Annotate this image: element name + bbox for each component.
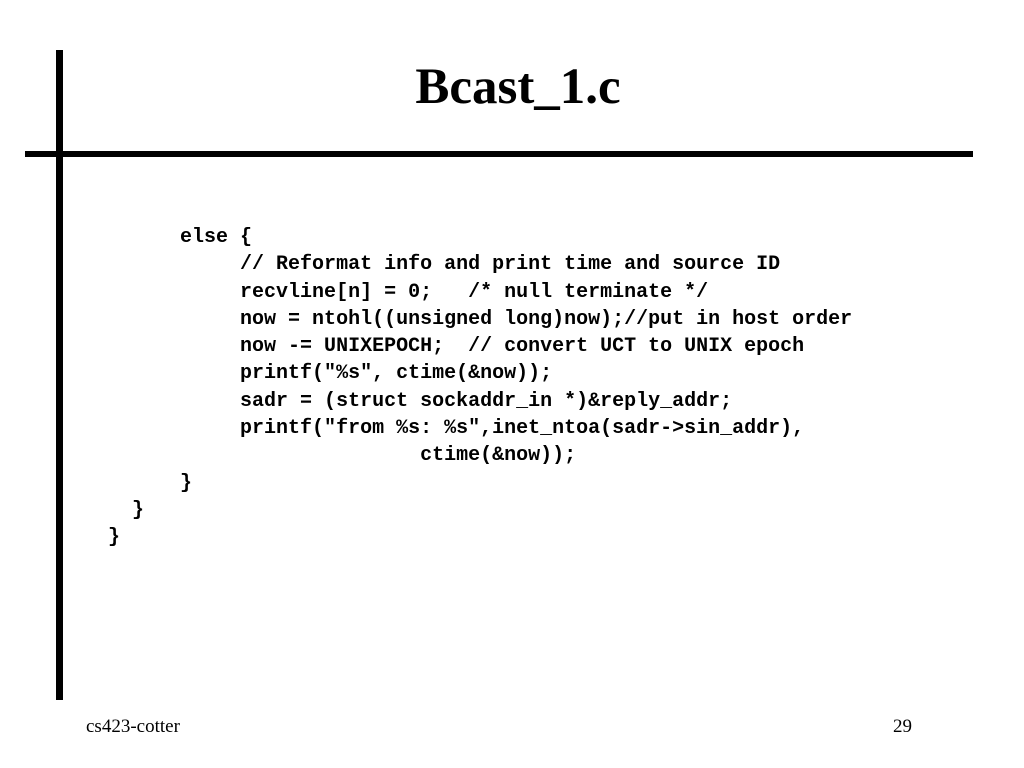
code-line-2: // Reformat info and print time and source ID (240, 253, 781, 277)
code-line-3: recvline[n] = 0; /* null terminate */ (240, 280, 709, 304)
code-line-4: now = ntohl((unsigned long)now);//put in host order (240, 307, 853, 331)
code-line-6: printf("%s", ctime(&now)); (240, 362, 553, 386)
code-line-1: else { (180, 226, 253, 249)
slide-title: Bcast_1.c (415, 59, 621, 115)
footer-course-label: cs423-cotter (86, 716, 180, 737)
code-line-8: printf("from %s: %s",inet_ntoa(sadr->sin_addr), (240, 417, 805, 441)
code-line-10: } (180, 471, 193, 495)
code-block (0, 224, 852, 552)
code-line-7: sadr = (struct sockaddr_in *)&reply_addr; (240, 389, 733, 413)
footer-page-number: 29 (893, 716, 912, 737)
code-line-5: now -= UNIXEPOCH; // convert UCT to UNIX epoch (240, 335, 805, 359)
code-line-12: } (108, 526, 121, 550)
horizontal-rule (25, 151, 973, 157)
code-line-9: ctime(&now)); (420, 444, 577, 468)
code-line-11: } (120, 498, 145, 522)
